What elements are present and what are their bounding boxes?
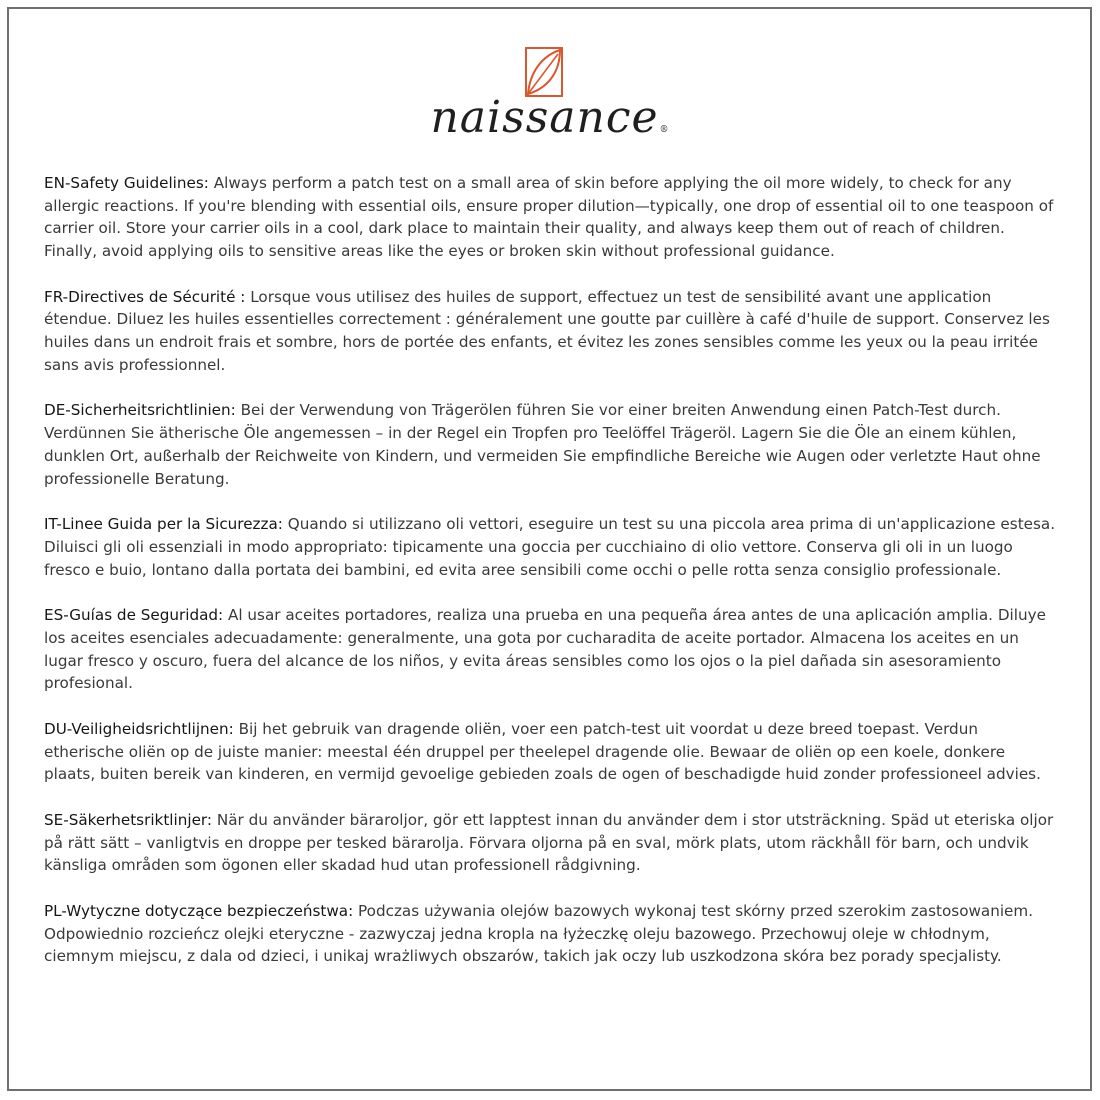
section-heading: DU-Veiligheidsrichtlijnen: (44, 719, 234, 738)
section-body: När du använder bäraroljor, gör ett lapptest innan du använder dem i stor utsträckning. Späd ut eteriska oljor på rätt sätt – vanligtvis en droppe per tesked bärarolja. Förvara oljorna på en sval, mörk plats, utom räckhåll för barn, och undvik känsliga områden som ögonen eller skadad hud utan professionell rådgivning. (44, 810, 1054, 875)
section-du (44, 718, 1059, 786)
section-heading: IT-Linee Guida per la Sicurezza: (44, 515, 283, 534)
section-body: Al usar aceites portadores, realiza una prueba en una pequeña área antes de una aplicación amplia. Diluye los aceites esenciales adecuadamente: generalmente, una gota por cucharadita de aceite portador. Almacena los aceites en un lugar fresco y oscuro, fuera del alcance de los niños, y evita áreas sensibles como los ojos o la piel dañada sin asesoramiento profesional. (44, 606, 1046, 693)
section-de (44, 399, 1059, 490)
section-body: Bij het gebruik van dragende oliën, voer een patch-test uit voordat u deze breed toepast. Verdun etherische oliën op de juiste manier: meestal één druppel per theelepel dragende olie. Bewaar de oliën op een koele, donkere plaats, buiten bereik van kinderen, en vermijd gevoelige gebieden zoals de ogen of beschadigde huid zonder professioneel advies. (44, 719, 1041, 784)
section-en (44, 172, 1059, 263)
section-se (44, 809, 1059, 877)
section-body: Podczas używania olejów bazowych wykonaj test skórny przed szerokim zastosowaniem. Odpowiednio rozcieńcz olejki eteryczne - zazwyczaj jedna kropla na łyżeczkę oleju bazowego. Przechowuj oleje w chłodnym, ciemnym miejscu, z dala od dzieci, i unikaj wrażliwych obszarów, takich jak oczy lub uszkodzona skóra bez porady specjalisty. (44, 901, 1034, 966)
section-pl (44, 900, 1059, 968)
registered-mark: ® (659, 125, 670, 135)
safety-sections (44, 172, 1059, 991)
section-heading: PL-Wytyczne dotyczące bezpieczeństwa: (44, 901, 354, 920)
section-heading: EN-Safety Guidelines: (44, 174, 209, 192)
section-body: Quando si utilizzano oli vettori, eseguire un test su una piccola area prima di un'applicazione estesa. Diluisci gli oli essenziali in modo appropriato: tipicamente una goccia per cucchiaino di olio vettore. Conserva gli oli in un luogo fresco e buio, lontano dalla portata dei bambini, ed evita aree sensibili come occhi o pelle rotta senza consiglio professionale. (44, 515, 1056, 579)
section-heading: DE-Sicherheitsrichtlinien: (44, 401, 236, 420)
brand-wordmark (0, 92, 1100, 143)
section-fr (44, 286, 1059, 377)
section-body: Lorsque vous utilisez des huiles de support, effectuez un test de sensibilité avant une application étendue. Diluez les huiles essentielles correctement : généralement une goutte par cuillère à café d'huile de support. Conservez les huiles dans un endroit frais et sombre, hors de portée des enfants, et évitez les zones sensibles comme les yeux ou la peau irritée sans avis professionnel. (44, 287, 1050, 374)
section-heading: ES-Guías de Seguridad: (44, 606, 224, 625)
section-heading: SE-Säkerhetsriktlinjer: (44, 810, 213, 829)
section-it (44, 513, 1059, 581)
section-es (44, 604, 1059, 695)
section-body: Bei der Verwendung von Trägerölen führen Sie vor einer breiten Anwendung einen Patch-Test durch. Verdünnen Sie ätherische Öle angemessen – in der Regel ein Tropfen pro Teelöffel Trägeröl. Lagern Sie die Öle an einem kühlen, dunklen Ort, außerhalb der Reichweite von Kindern, und vermeiden Sie empfindliche Bereiche wie Augen oder verletzte Haut ohne professionelle Beratung. (44, 401, 1041, 488)
section-body: Always perform a patch test on a small area of skin before applying the oil more widely, to check for any allergic reactions. If you're blending with essential oils, ensure proper dilution—typically, one drop of essential oil to one teaspoon of carrier oil. Store your carrier oils in a cool, dark place to maintain their quality, and always keep them out of reach of children. Finally, avoid applying oils to sensitive areas like the eyes or broken skin without professional guidance. (44, 174, 1054, 261)
section-heading: FR-Directives de Sécurité : (44, 287, 246, 306)
brand-name: naissance (430, 92, 659, 143)
